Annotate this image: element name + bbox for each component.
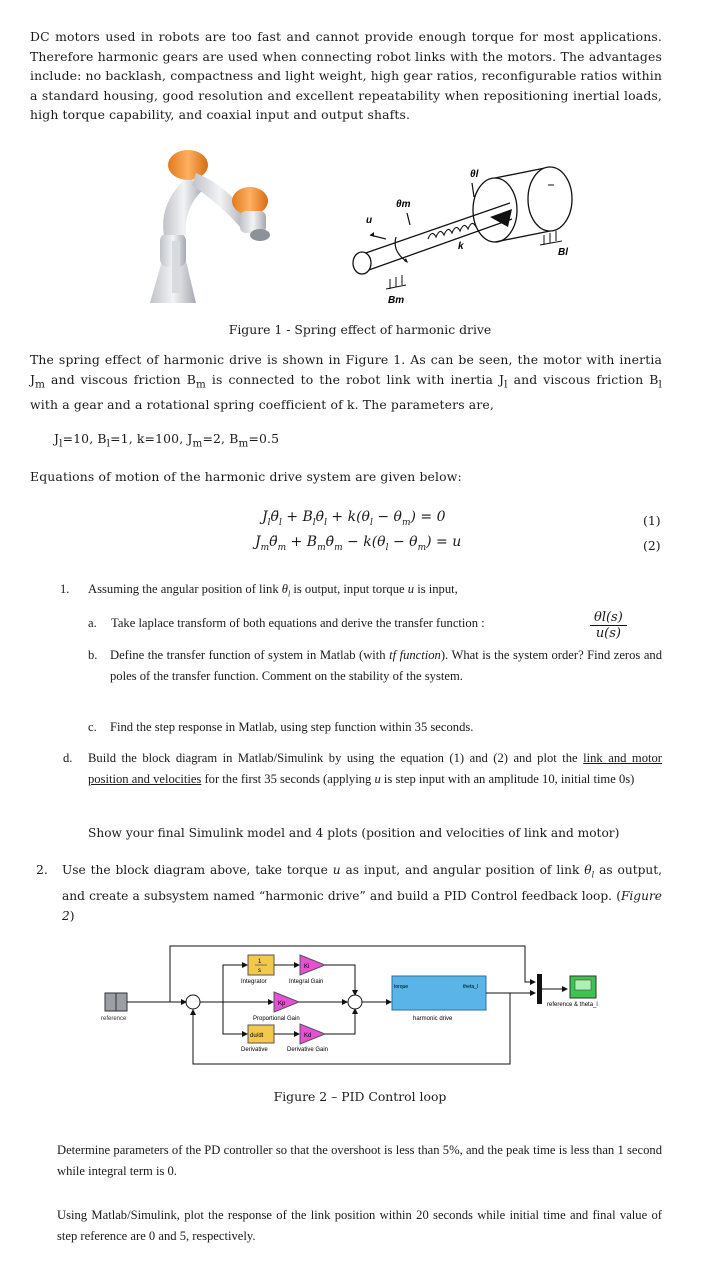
q1d-text: Build the block diagram in Matlab/Simulink by using the equation (1) and (2) and plot the link and motor position and velocities for the first 35 seconds (applying u is step input with an amplitude 10, initial time 0s) — [88, 751, 663, 786]
simulation-text: Using Matlab/Simulink, plot the response of the link position within 20 seconds while initial time and final value of step reference are 0 and 5, respectively. — [57, 1208, 662, 1243]
label-theta-m: θm — [396, 199, 411, 210]
parameters-line: $J_l=10$, $B_l=1$, k=100, $J_m=2$, $B_m=0.5$ — [54, 431, 280, 450]
ki-label: Ki — [304, 964, 310, 970]
q2-text: Use the block diagram above, take torque u as input, and angular position of link $\theta_l$ as output, and create a subsystem named “harmonic drive” and build a PID Control feedback loop. (Figure 2) — [62, 863, 663, 924]
transfer-function-fraction — [590, 610, 627, 641]
equation-2: $J_m\thetä_m$ + $B_m\thetȧ_m - k(\theta_l - \theta_m) = u$ — [255, 534, 462, 553]
integral-gain-label: Integral Gain — [289, 979, 324, 985]
spring-effect-paragraph: The spring effect of harmonic drive is shown in Figure 1. As can be seen, the motor with inertia $J_m$ and viscous friction $B_m$ is connected to the robot link with inertia $J_l$ and viscous friction $B_l$ with a gear and a rotational spring coefficient of k. The parameters are, — [30, 352, 662, 412]
label-u: u — [366, 215, 373, 226]
port-in-label: torque — [394, 984, 409, 990]
figure2-caption: Figure 2 – PID Control loop — [273, 1089, 447, 1104]
equations-intro: Equations of motion of the harmonic drive system are given below: — [30, 469, 462, 484]
proportional-gain-label: Proportional Gain — [253, 1016, 300, 1022]
equation-1: $J_l\thetä_l$ + $B_l\thetȧ_l + k(\theta_l - \theta_m) = 0$ — [262, 509, 446, 528]
q1a-text: Take laplace transform of both equations and derive the transfer function : — [111, 616, 485, 630]
integrator-den: s — [258, 968, 261, 974]
equation-1-number: (1) — [643, 513, 661, 528]
label-k: k — [458, 241, 464, 252]
q1-number: 1. — [60, 582, 70, 596]
label-B-m: Bm — [388, 295, 405, 306]
kp-label: Kp — [278, 1001, 286, 1007]
pd-controller-text: Determine parameters of the PD controller so that the overshoot is less than 5%, and the peak time is less than 1 second while integral term is 0. — [57, 1143, 662, 1178]
label-B-l: Bl — [558, 247, 568, 258]
tf-denominator: u(s) — [595, 626, 621, 641]
q1d-label: d. — [63, 751, 73, 765]
q1c-label: c. — [88, 720, 97, 734]
q1a-label: a. — [88, 616, 97, 630]
integrator-label: Integrator — [241, 979, 267, 985]
reference-label: reference — [101, 1016, 127, 1022]
pid-simulink-diagram — [95, 938, 635, 1070]
error-sum — [186, 995, 200, 1009]
pid-sum — [348, 995, 362, 1009]
q1c-text: Find the step response in Matlab, using step function within 35 seconds. — [110, 720, 474, 734]
tf-numerator: θl(s) — [590, 610, 627, 626]
label-theta-l: θl — [470, 169, 479, 180]
q1b-label: b. — [88, 648, 98, 662]
harmonic-drive-label: harmonic drive — [413, 1016, 453, 1022]
equation-2-number: (2) — [643, 538, 661, 553]
port-out-label: theta_l — [463, 984, 479, 990]
q1-show-text: Show your final Simulink model and 4 plots (position and velocities of link and motor) — [88, 826, 620, 840]
derivative-gain-label: Derivative Gain — [287, 1047, 329, 1053]
intro-paragraph: DC motors used in robots are too fast and cannot provide enough torque for most applications. Therefore harmonic gears are used when connecting robot links with the motors. The advantages include: no backlash, compactness and light weight, high gear ratios, reconfigurable ratios within a standard housing, good resolution and excellent repeatability when repositioning inertial loads, high torque capability, and coaxial input and output shafts. — [30, 29, 662, 123]
derivative-block-text: du/dt — [250, 1033, 264, 1039]
figure1-caption: Figure 1 - Spring effect of harmonic drive — [228, 322, 492, 337]
integrator-num: 1 — [258, 959, 262, 965]
harmonic-drive-schematic — [340, 155, 585, 310]
q2-number: 2. — [36, 862, 48, 877]
robot-arm-image — [140, 143, 285, 306]
q1-text: Assuming the angular position of link $\theta_l$ is output, input torque u is input, — [88, 582, 458, 599]
kd-label: Kd — [304, 1033, 312, 1039]
derivative-label: Derivative — [241, 1047, 268, 1053]
q1b-text: Define the transfer function of system in Matlab (with tf function). What is the system order? Find zeros and poles of the transfer function. Comment on the stability of the system. — [110, 648, 663, 683]
scope-label: reference & theta_l — [547, 1002, 598, 1008]
